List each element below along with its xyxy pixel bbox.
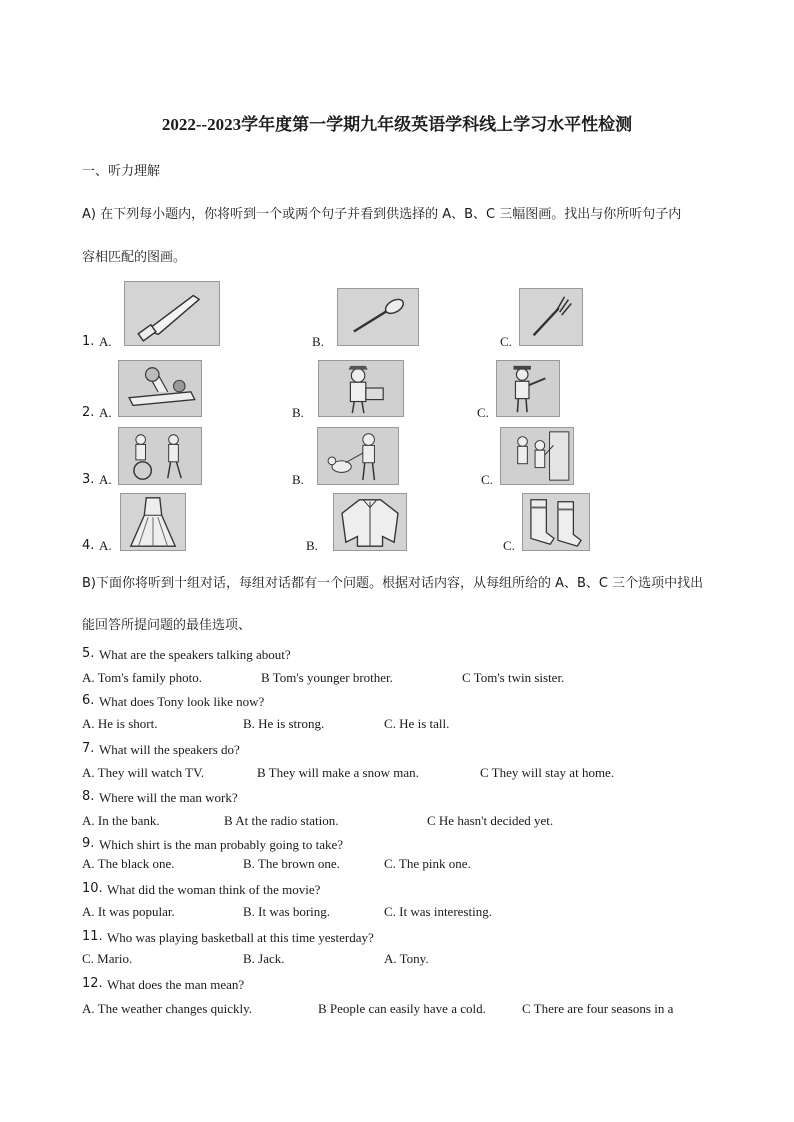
option-label: B. [312, 334, 324, 349]
question-number: 6. [82, 693, 95, 708]
part-a-instruction-line1: A) 在下列每小题内，你将听到一个或两个句子并看到供选择的 A、B、C 三幅图画。找出与你所听句子内 [82, 207, 682, 222]
option-label: B. [292, 472, 304, 487]
walking-dog-icon [317, 427, 399, 485]
fork-icon [519, 288, 583, 346]
knife-icon [124, 281, 220, 346]
item-number: 2. [82, 405, 95, 420]
part-a-instruction-line2: 容相匹配的图画。 [82, 250, 187, 265]
option-label: A. [99, 405, 112, 420]
question-text: Which shirt is the man probably going to take? [99, 837, 344, 852]
option-label: C. [500, 334, 512, 349]
question-text: What does Tony look like now? [99, 694, 265, 709]
page-title: 2022--2023学年度第一学期九年级英语学科线上学习水平性检测 [161, 115, 633, 134]
question-number: 9. [82, 836, 95, 851]
option-c: C He hasn't decided yet. [427, 813, 554, 828]
option-label: C. [503, 538, 515, 553]
option-a: A. It was popular. [82, 904, 175, 919]
painting-wall-icon [500, 427, 574, 485]
option-a: A. Tom's family photo. [82, 670, 202, 685]
option-c: C They will stay at home. [480, 765, 615, 780]
question-text: What did the woman think of the movie? [107, 882, 321, 897]
option-c: C. It was interesting. [384, 904, 492, 919]
question-text: Where will the man work? [99, 790, 238, 805]
option-label: B. [306, 538, 318, 553]
option-c: C. He is tall. [384, 716, 450, 731]
option-a: A. Tony. [384, 951, 429, 966]
option-label: C. [481, 472, 493, 487]
part-b-instruction-line2: 能回答所提问题的最佳选项、 [82, 618, 252, 633]
option-label: C. [477, 405, 489, 420]
option-b: B They will make a snow man. [257, 765, 419, 780]
question-text: Who was playing basketball at this time yesterday? [107, 930, 374, 945]
option-c: C. Mario. [82, 951, 133, 966]
option-a: A. The weather changes quickly. [82, 1001, 253, 1016]
option-a: A. They will watch TV. [82, 765, 205, 780]
option-label: A. [99, 472, 112, 487]
option-label: A. [99, 538, 112, 553]
option-label: A. [99, 334, 112, 349]
option-b: B. Jack. [243, 951, 285, 966]
option-c: C Tom's twin sister. [462, 670, 565, 685]
jacket-icon [333, 493, 407, 551]
question-number: 5. [82, 646, 95, 661]
helping-people-icon [118, 427, 202, 485]
option-label: B. [292, 405, 304, 420]
question-text: What are the speakers talking about? [99, 647, 291, 662]
item-number: 4. [82, 538, 95, 553]
option-b: B At the radio station. [224, 813, 339, 828]
option-b: B Tom's younger brother. [261, 670, 393, 685]
dress-icon [120, 493, 186, 551]
option-b: B. He is strong. [243, 716, 325, 731]
option-c: C There are four seasons in a [522, 1001, 674, 1016]
pilot-icon [118, 360, 202, 417]
section-heading: 一、听力理解 [82, 164, 161, 179]
question-number: 7. [82, 741, 95, 756]
item-number: 1. [82, 334, 95, 349]
question-number: 10. [82, 881, 103, 896]
option-c: C. The pink one. [384, 856, 471, 871]
option-b: B. It was boring. [243, 904, 331, 919]
part-b-instruction-line1: B)下面你将听到十组对话，每组对话都有一个问题。根据对话内容，从每组所给的 A、B、C 三个选项中找出 [82, 576, 704, 591]
option-b: B People can easily have a cold. [318, 1001, 486, 1016]
question-text: What will the speakers do? [99, 742, 240, 757]
spoon-icon [337, 288, 419, 346]
question-text: What does the man mean? [107, 977, 245, 992]
option-a: A. In the bank. [82, 813, 160, 828]
option-a: A. The black one. [82, 856, 175, 871]
option-b: B. The brown one. [243, 856, 340, 871]
question-number: 12. [82, 976, 103, 991]
question-number: 8. [82, 789, 95, 804]
postman-icon [318, 360, 404, 417]
socks-icon [522, 493, 590, 551]
option-a: A. He is short. [82, 716, 158, 731]
item-number: 3. [82, 472, 95, 487]
policeman-icon [496, 360, 560, 417]
question-number: 11. [82, 929, 103, 944]
